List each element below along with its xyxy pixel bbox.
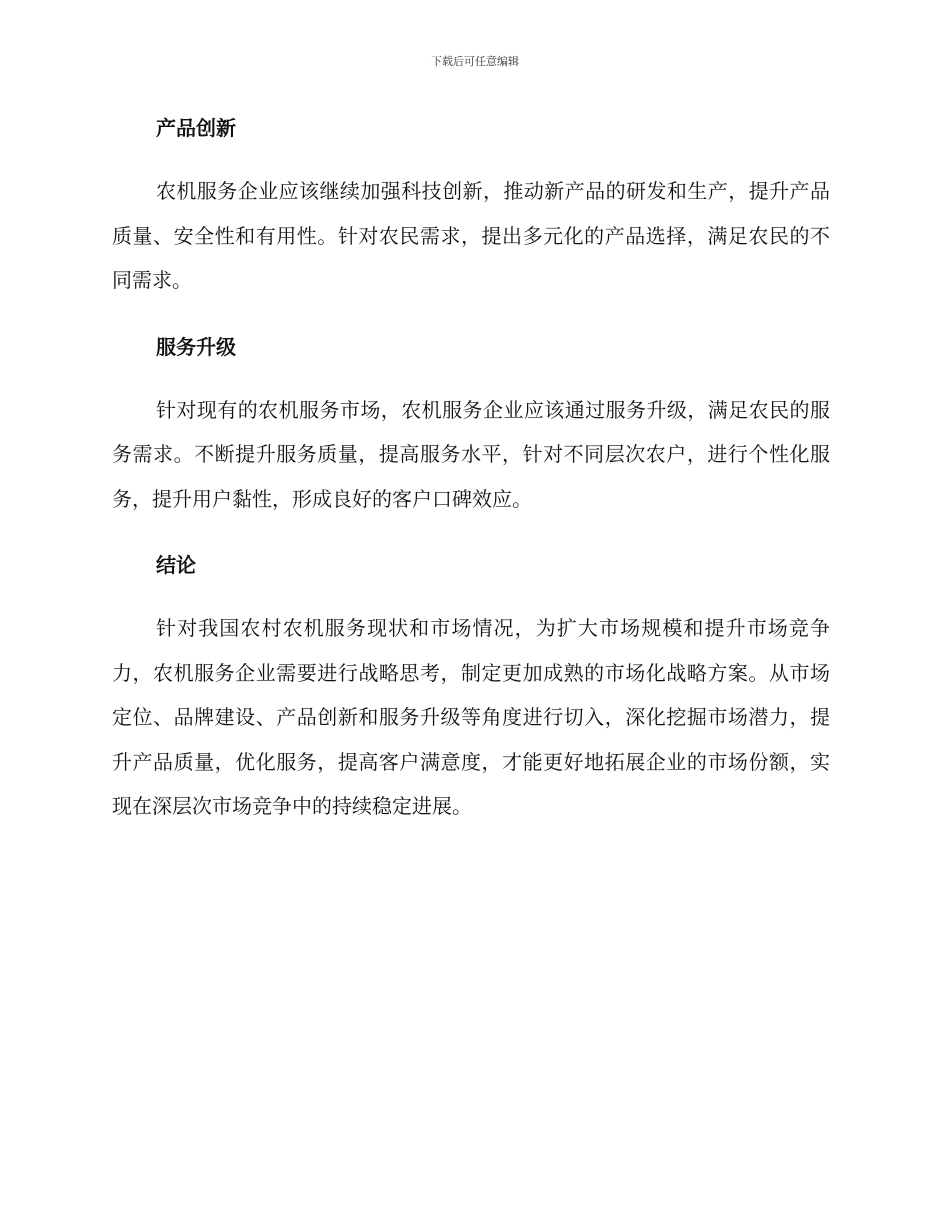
page-header: 下载后可任意编辑 <box>431 55 519 68</box>
section-paragraph-conclusion: 针对我国农村农机服务现状和市场情况，为扩大市场规模和提升市场竞争力，农机服务企业需要进行战略思考，制定更加成熟的市场化战略方案。从市场定位、品牌建设、产品创新和服务升级等角度进行切入，深化挖掘市场潜力，提升产品质量，优化服务，提高客户满意度，才能更好地拓展企业的市场份额，实现在深层次市场竞争中的持续稳定进展。 <box>112 616 830 818</box>
section-heading-product-innovation: 产品创新 <box>156 116 236 140</box>
document-body <box>112 114 830 829</box>
section-paragraph-service-upgrade: 针对现有的农机服务市场，农机服务企业应该通过服务升级，满足农民的服务需求。不断提升服务质量，提高服务水平，针对不同层次农户，进行个性化服务，提升用户黏性，形成良好的客户口碑效应。 <box>112 397 830 511</box>
section-heading-conclusion: 结论 <box>156 553 196 577</box>
section-heading-service-upgrade: 服务升级 <box>156 334 236 359</box>
section-paragraph-product-innovation: 农机服务企业应该继续加强科技创新，推动新产品的研发和生产，提升产品质量、安全性和有用性。针对农民需求，提出多元化的产品选择，满足农民的不同需求。 <box>112 179 830 292</box>
